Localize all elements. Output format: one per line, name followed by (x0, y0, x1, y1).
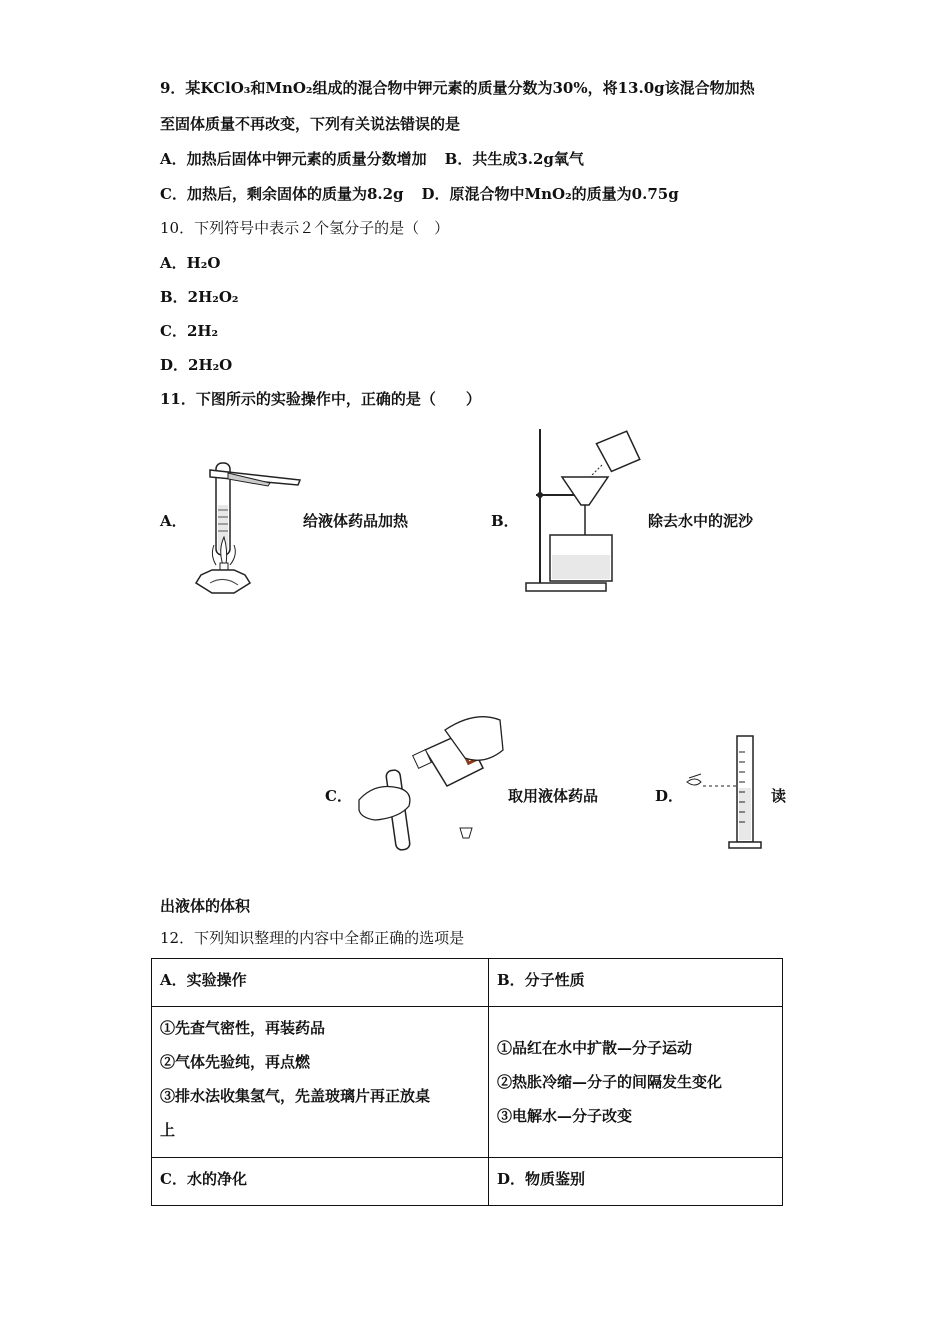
reading-volume-figure (683, 732, 768, 854)
q11-stem: 11．下图所示的实验操作中，正确的是（ ） (160, 390, 481, 408)
q11-option-a-caption: 给液体药品加热 (303, 512, 409, 530)
table-row (152, 1158, 783, 1206)
q9-stem-line1: 9．某KClO₃和MnO₂组成的混合物中钾元素的质量分数为30%，将13.0g该混合物加热 (160, 79, 755, 97)
q12-cell-c-title: C．水的净化 (152, 1158, 489, 1206)
q12-cell-b-content (489, 1007, 783, 1158)
q12-cell-d-title: D．物质鉴别 (489, 1158, 783, 1206)
q10-option-a: A．H₂O (160, 254, 221, 272)
list-item: 上 (160, 1121, 176, 1139)
q12-cell-a-content (152, 1007, 489, 1158)
q9-options-cd (160, 184, 679, 204)
heating-liquid-figure (190, 455, 305, 595)
list-item: ②热胀冷缩—分子的间隔发生变化 (497, 1073, 723, 1091)
q9-option-c: C．加热后，剩余固体的质量为8.2g (160, 185, 404, 203)
filtration-figure (520, 425, 645, 595)
q9-option-b: B．共生成3.2g氧气 (444, 150, 584, 168)
q12-cell-b-title: B．分子性质 (489, 959, 783, 1007)
list-item: ①品红在水中扩散—分子运动 (497, 1039, 693, 1057)
q11-option-c-label: C． (325, 787, 352, 805)
q11-option-d-label: D． (655, 787, 684, 805)
pouring-liquid-figure (355, 710, 505, 855)
list-item: ③排水法收集氢气，先盖玻璃片再正放桌 (160, 1087, 431, 1105)
q12-cell-a-title: A．实验操作 (152, 959, 489, 1007)
q9-option-d: D．原混合物中MnO₂的质量为0.75g (421, 185, 679, 203)
q10-option-c: C．2H₂ (160, 322, 219, 340)
q9-options-ab (160, 149, 584, 169)
table-row (152, 959, 783, 1007)
q9-stem-line2: 至固体质量不再改变，下列有关说法错误的是 (160, 115, 461, 133)
q11-option-d-caption-part1: 读 (771, 787, 787, 805)
list-item: ①先查气密性，再装药品 (160, 1019, 326, 1037)
list-item: ②气体先验纯，再点燃 (160, 1053, 311, 1071)
q10-option-d: D．2H₂O (160, 356, 233, 374)
table-row (152, 1007, 783, 1158)
q10-option-b: B．2H₂O₂ (160, 288, 239, 306)
q11-option-b-label: B． (491, 512, 519, 530)
list-item: ③电解水—分子改变 (497, 1107, 633, 1125)
q11-option-c-caption: 取用液体药品 (508, 787, 599, 805)
q10-stem: 10．下列符号中表示２个氢分子的是（ ） (160, 219, 450, 237)
q11-option-a-label: A． (160, 512, 187, 530)
q9-option-a: A．加热后固体中钾元素的质量分数增加 (160, 150, 427, 168)
q11-option-b-caption: 除去水中的泥沙 (648, 512, 754, 530)
q12-stem: 12．下列知识整理的内容中全都正确的选项是 (160, 929, 465, 947)
q11-option-d-caption-part2: 出液体的体积 (160, 897, 251, 915)
q12-table (151, 958, 783, 1206)
